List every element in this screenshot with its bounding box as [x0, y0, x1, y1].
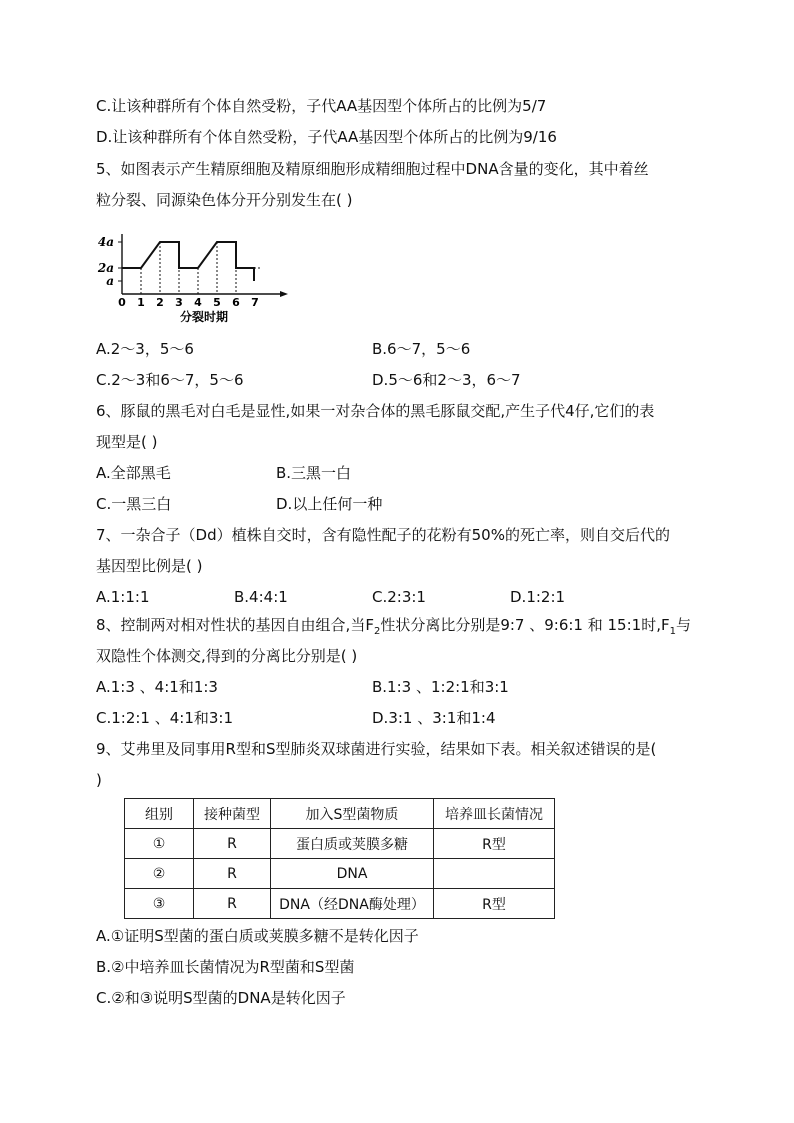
table-cell: 蛋白质或荚膜多糖	[271, 829, 434, 859]
x-label: 6	[232, 296, 240, 309]
dna-curve	[122, 242, 254, 281]
q6-option-c: C.一黑三白	[96, 495, 172, 513]
table-header: 加入S型菌物质	[271, 799, 434, 829]
table-cell	[434, 859, 555, 889]
table-cell: R	[194, 829, 271, 859]
subscript: 1	[669, 626, 676, 637]
table-cell: R	[194, 889, 271, 919]
q8-stem-part: 8、控制两对相对性状的基因自由组合,当F	[96, 616, 374, 634]
y-label-2a: 2a	[97, 261, 114, 275]
table-row	[125, 859, 555, 889]
q8-stem	[96, 615, 691, 635]
table-header: 接种菌型	[194, 799, 271, 829]
dna-content-graph	[96, 226, 296, 326]
x-label: 3	[175, 296, 183, 309]
q5-option-b: B.6～7，5～6	[372, 340, 471, 358]
q5-stem: 5、如图表示产生精原细胞及精原细胞形成精细胞过程中DNA含量的变化，其中着丝	[96, 160, 649, 178]
q7-option-d: D.1:2:1	[510, 588, 566, 606]
q8-stem: 双隐性个体测交,得到的分离比分别是( )	[96, 647, 358, 665]
x-label: 0	[118, 296, 126, 309]
subscript: 2	[373, 626, 381, 637]
y-label-a: a	[106, 274, 114, 288]
q8-stem-part: 性状分离比分别是9:7 、9:6:1 和 15:1时,F	[380, 616, 670, 634]
x-axis-title: 分裂时期	[179, 310, 229, 324]
q5-option-c: C.2～3和6～7，5～6	[96, 371, 244, 389]
q6-stem: 6、豚鼠的黑毛对白毛是显性,如果一对杂合体的黑毛豚鼠交配,产生子代4仔,它们的表	[96, 402, 655, 420]
q6-option-a: A.全部黑毛	[96, 464, 171, 482]
x-axis-arrow	[280, 291, 288, 297]
table-header: 组别	[125, 799, 194, 829]
table-header: 培养皿长菌情况	[434, 799, 555, 829]
x-label: 5	[213, 296, 221, 309]
x-label: 4	[194, 296, 202, 309]
q5-option-d: D.5～6和2～3，6～7	[372, 371, 521, 389]
q9-option-c: C.②和③说明S型菌的DNA是转化因子	[96, 989, 346, 1007]
table-cell: ③	[125, 889, 194, 919]
q4-option-d: D.让该种群所有个体自然受粉，子代AA基因型个体所占的比例为9/16	[96, 128, 557, 146]
table-cell: R型	[434, 889, 555, 919]
x-label: 2	[156, 296, 164, 309]
q9-stem: )	[96, 771, 102, 789]
q5-stem: 粒分裂、同源染色体分开分别发生在( )	[96, 191, 353, 209]
q8-stem-part: 与	[675, 616, 691, 634]
q8-option-b: B.1:3 、1:2:1和3:1	[372, 678, 509, 696]
q9-option-a: A.①证明S型菌的蛋白质或荚膜多糖不是转化因子	[96, 927, 419, 945]
table-cell: DNA（经DNA酶处理）	[271, 889, 434, 919]
x-label: 1	[137, 296, 145, 309]
q6-stem: 现型是( )	[96, 433, 158, 451]
x-label: 7	[251, 296, 259, 309]
q4-option-c: C.让该种群所有个体自然受粉，子代AA基因型个体所占的比例为5/7	[96, 97, 547, 115]
q9-option-b: B.②中培养皿长菌情况为R型菌和S型菌	[96, 958, 355, 976]
q8-option-d: D.3:1 、3:1和1:4	[372, 709, 496, 727]
table-cell: R型	[434, 829, 555, 859]
q6-option-d: D.以上任何一种	[276, 495, 383, 513]
q6-option-b: B.三黑一白	[276, 464, 352, 482]
q7-option-c: C.2:3:1	[372, 588, 426, 606]
y-label-4a: 4a	[97, 235, 114, 249]
experiment-table	[124, 798, 555, 919]
table-row	[125, 829, 555, 859]
q8-option-a: A.1:3 、4:1和1:3	[96, 678, 218, 696]
q7-stem: 7、一杂合子（Dd）植株自交时，含有隐性配子的花粉有50%的死亡率，则自交后代的	[96, 526, 670, 544]
table-cell: ①	[125, 829, 194, 859]
table-cell: DNA	[271, 859, 434, 889]
q7-stem: 基因型比例是( )	[96, 557, 203, 575]
table-cell: ②	[125, 859, 194, 889]
table-row	[125, 889, 555, 919]
q7-option-b: B.4:4:1	[234, 588, 288, 606]
q5-option-a: A.2～3，5～6	[96, 340, 194, 358]
table-cell: R	[194, 859, 271, 889]
table-header-row	[125, 799, 555, 829]
q7-option-a: A.1:1:1	[96, 588, 150, 606]
q8-option-c: C.1:2:1 、4:1和3:1	[96, 709, 234, 727]
q9-stem: 9、艾弗里及同事用R型和S型肺炎双球菌进行实验，结果如下表。相关叙述错误的是(	[96, 740, 657, 758]
